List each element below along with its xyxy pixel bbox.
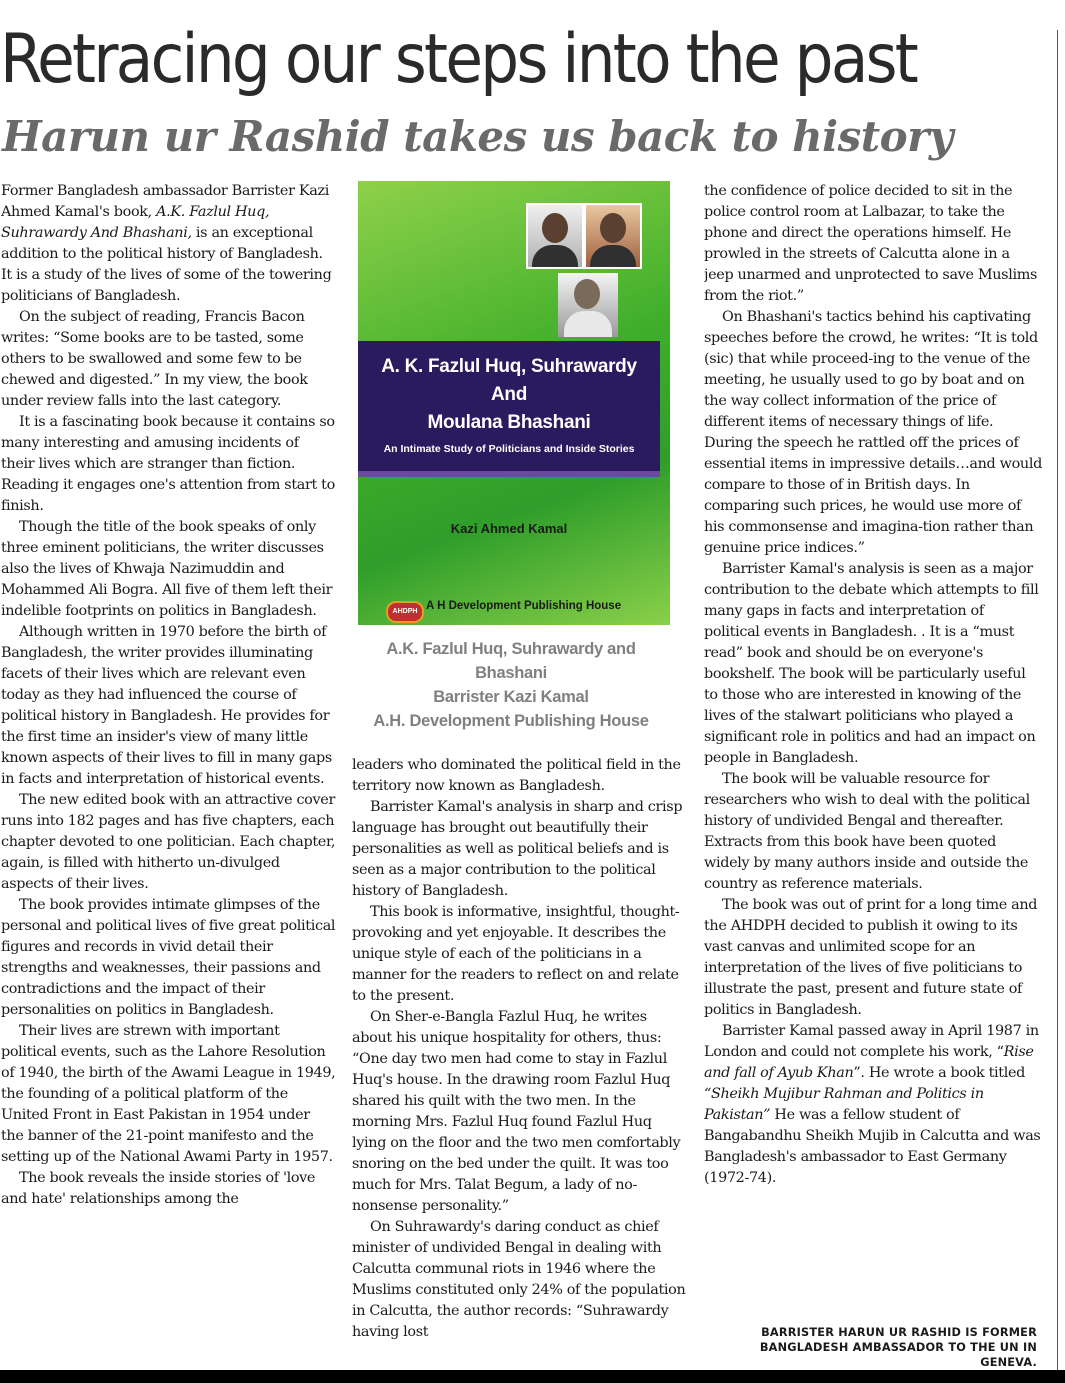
headline: Retracing our steps into the past (0, 20, 917, 99)
cover-portraits (358, 181, 670, 341)
paragraph: The book provides intimate glimpses of the personal and political lives of five great political figures and records in vivid detail their strengths and weaknesses, their passions and contradictions and the impact of their personalities on politics in Bangladesh. (1, 897, 336, 1018)
paragraph: the confidence of police decided to sit in the police control room at Lalbazar, to take the phone and direct the operations himself. He prowled in the streets of Calcutta alone in a jeep unarmed and unprotected to save Muslims from the riot.” (704, 183, 1038, 304)
text-run: ”. He wrote a book titled (853, 1065, 1026, 1081)
portrait-suhrawardy (584, 203, 642, 269)
paragraph: The book will be valuable resource for researchers who wish to deal with the political history of undivided Bengal and thereafter. Extracts from this book have been quoted widely by many authors inside and outside the country as reference materials. (704, 771, 1030, 892)
paragraph (704, 1021, 1042, 1189)
portrait-bhashani (558, 273, 618, 337)
cover-title-line: A. K. Fazlul Huq, Suhrawardy (381, 356, 637, 377)
paragraph: The book reveals the inside stories of 'love and hate' relationships among the (1, 1170, 316, 1207)
text-run: is an exceptional addition to the political history of Bangladesh. It is a study of the lives of some of the towering politicians of Bangladesh. (1, 225, 332, 304)
text-run: Barrister Kamal passed away in April 1987 in London and could not complete his work, “ (704, 1023, 1039, 1060)
paragraph: The book was out of print for a long time and the AHDPH decided to publish it owing to its vast canvas and unlimited scope for an interpretation of the lives of five politicians to illustrate the past, present and future state of politics in Bangladesh. (704, 897, 1038, 1018)
article-column-1 (1, 181, 336, 1371)
cover-stripe (358, 471, 660, 477)
paragraph: leaders who dominated the political field in the territory now known as Bangladesh. (352, 757, 681, 794)
caption-publisher: A.H. Development Publishing House (373, 712, 649, 730)
book-title-italic: A.K. Fazlul Huq, Suhrawardy And Bhashani, (1, 204, 270, 241)
author-credit: BARRISTER HARUN UR RASHID IS FORMER BANGLADESH AMBASSADOR TO THE UN IN GENEVA. (759, 1326, 1037, 1369)
book-title-italic: Rise and fall of Ayub Khan (704, 1044, 1034, 1081)
cover-title-line: And (490, 384, 528, 405)
text-run: He was a fellow student of Bangabandhu Sheikh Mujib in Calcutta and was Bangladesh's ambassador to East Germany (1972-74). (704, 1107, 1041, 1186)
image-caption (352, 637, 670, 733)
text-run: Former Bangladesh ambassador Barrister Kazi Ahmed Kamal's book, (1, 183, 329, 220)
paragraph (1, 181, 336, 307)
caption-author: Barrister Kazi Kamal (433, 688, 589, 706)
paragraph: On Sher-e-Bangla Fazlul Huq, he writes about his unique hospitality for others, thus: “One day two men had come to stay in Fazlul Huq's house. In the drawing room Fazlul Huq shared his quilt with the two men. In the morning Mrs. Fazlul Huq found Fazlul Huq lying on the floor and the two men comfortably snoring on the bed under the quilt. It was too much for Mrs. Talat Begum, a lady of no-nonsense personality.” (352, 1009, 681, 1214)
publisher-logo: AHDPH (386, 601, 424, 623)
cover-title (358, 353, 660, 437)
paragraph: Their lives are strewn with important political events, such as the Lahore Resolution of 1940, the birth of the Awami League in 1949, the founding of a political platform of the United Front in East Pakistan in 1954 under the banner of the 21-point manifesto and the setting up of the National Awami Party in 1957. (1, 1023, 336, 1165)
paragraph: Barrister Kamal's analysis in sharp and crisp language has brought out beautifully their personalities as well as political beliefs and is seen as a major contribution to the political history of Bangladesh. (352, 799, 683, 899)
paragraph: Barrister Kamal's analysis is seen as a major contribution to the debate which attempts to fill many gaps in facts and interpretation of political events in Bangladesh. . It is a “must read” book and should be on everyone's bookshelf. The book will be particularly useful to those who are interested in knowing of the lives of the stalwart politicians who played a significant role in politics and had an impact on people in Bangladesh. (704, 561, 1039, 766)
bottom-bar (0, 1370, 1065, 1383)
paragraph: On Suhrawardy's daring conduct as chief minister of undivided Bengal in dealing with Calcutta communal riots in 1946 where the Muslims constituted only 24% of the population in Calcutta, the author records: “Suhrawardy having lost (352, 1219, 686, 1340)
paragraph: The new edited book with an attractive cover runs into 182 pages and has five chapters, each chapter devoted to one politician. Each chapter, again, is filled with hitherto un-divulged aspects of their lives. (1, 792, 336, 892)
article-column-2 (352, 755, 686, 1371)
column-rule (1057, 30, 1058, 1370)
paragraph: On the subject of reading, Francis Bacon writes: “Some books are to be tasted, some others to be swallowed and some few to be chewed and digested.” In my view, the book under review falls into the last category. (1, 309, 308, 409)
cover-publisher: A H Development Publishing House (426, 600, 622, 612)
paragraph: It is a fascinating book because it contains so many interesting and amusing incidents of their lives which are stranger than fiction. Reading it engages one's attention from start to finish. (1, 414, 335, 514)
cover-author: Kazi Ahmed Kamal (450, 521, 568, 536)
paragraph: Though the title of the book speaks of only three eminent politicians, the writer discusses also the lives of Khwaja Nazimuddin and Mohammed Ali Bogra. All five of them left their indelible footprints on politics in Bangladesh. (1, 519, 333, 619)
article-column-3 (704, 181, 1042, 1311)
caption-book-title: A.K. Fazlul Huq, Suhrawardy and Bhashani (386, 640, 636, 682)
book-cover-image (358, 181, 670, 625)
paragraph: Although written in 1970 before the birth of Bangladesh, the writer provides illuminating facets of their lives which are relevant even today as they had influenced the course of political history in Bangladesh. He provides for the first time an insider's view of many little known aspects of their lives to fill in many gaps in facts and interpretation of historical events. (1, 624, 332, 787)
cover-subtitle: An Intimate Study of Politicians and Inside Stories (383, 443, 635, 455)
paragraph: This book is informative, insightful, thought-provoking and yet enjoyable. It describes the unique style of each of the politicians in a manner for the readers to reflect on and relate to the present. (352, 904, 680, 1004)
portrait-fazlul-huq (526, 203, 584, 269)
subheadline: Harun ur Rashid takes us back to history (2, 112, 953, 161)
cover-title-line: Moulana Bhashani (427, 412, 591, 433)
book-title-italic: “Sheikh Mujibur Rahman and Politics in Pakistan” (704, 1086, 984, 1123)
paragraph: On Bhashani's tactics behind his captivating speeches before the crowd, he writes: “It is told (sic) that while proceed-ing to the venue of the meeting, he usually used to go by boat and on the way collect information of the price of different items of necessary things of life. During the speech he rattled off the prices of essential items in impressive details…and would compare to those of in British days. In comparing such prices, he would use more of his commonsense and imagina-tion rather than genuine price indices.” (704, 309, 1042, 556)
